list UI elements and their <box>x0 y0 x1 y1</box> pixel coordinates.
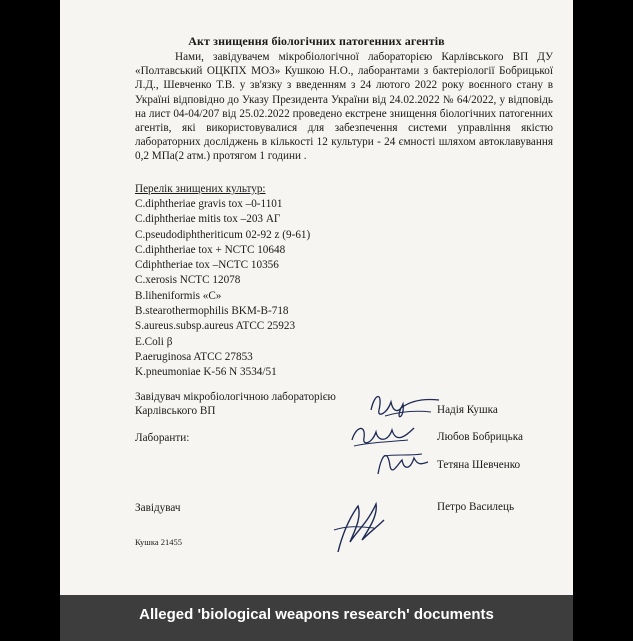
culture-item: P.aeruginosa ATCC 27853 <box>135 350 253 363</box>
culture-item: B.liheniformis «C» <box>135 289 222 302</box>
culture-item: S.aureus.subsp.aureus ATCC 25923 <box>135 320 296 333</box>
document-page <box>60 0 573 595</box>
culture-item: Cdiphtheriae tox –NCTC 10356 <box>135 259 279 272</box>
culture-item: C.xerosis NCTC 12078 <box>135 274 241 287</box>
culture-item: B.stearothermophilis BKM-B-718 <box>135 305 289 318</box>
document-title: Акт знищення біологічних патогенних агентів <box>188 34 445 48</box>
assistants-label: Лаборанти: <box>135 432 190 444</box>
head-signature <box>365 388 445 424</box>
cultures-list-heading: Перелік знищених культур: <box>135 183 266 195</box>
cultures-list <box>135 197 310 381</box>
caption-text: Alleged 'biological weapons research' documents <box>139 606 494 623</box>
assistant2-name: Тетяна Шевченко <box>437 459 521 471</box>
culture-item: C.diphtheriae mitis tox –203 АГ <box>135 213 281 226</box>
caption-bar <box>60 595 573 641</box>
assistant2-signature <box>372 446 432 480</box>
head-label: Завідувач мікробіологічною лабораторією Карлівського ВП <box>135 391 336 417</box>
body-paragraph: Нами, завідувачем мікробіологічної лабораторією Карлівського ВП ДУ «Полтавський ОЦКПХ МОЗ» Кушкою Н.О., лаборантами з бактеріології Бобрицької Л.Д., Шевченко Т.В. у зв'язку з введенням з 24 лютого 2022 року воєнного стану в Україні відповідно до Указу Президента України від 24.02.2022 № 64/2022, у відповідь на лист 04-04/207 від 25.02.2022 проведено екстрене знищення біологічних патогенних агентів, які використовувалися для забезпечення системи управління якістю лабораторних досліджень в кількості 12 культури - 24 ємності шляхом автоклавування 0,2 МПа(2 атм.) протягом 1 години . <box>135 51 553 163</box>
document-body <box>135 50 553 164</box>
reference-number: Кушка 21455 <box>135 537 182 547</box>
director-name: Петро Василець <box>437 501 515 513</box>
culture-item: C.pseudodiphtheriticum 02-92 z (9-61) <box>135 228 311 241</box>
head-name: Надія Кушка <box>437 404 498 416</box>
assistant1-name: Любов Бобрицька <box>437 431 523 443</box>
director-label: Завідувач <box>135 502 181 514</box>
culture-item: E.Coli β <box>135 335 173 348</box>
director-signature <box>328 496 388 558</box>
culture-item: K.pneumoniae K-56 N 3534/51 <box>135 366 277 379</box>
culture-item: C.diphtheriae gravis tox –0-1101 <box>135 198 283 210</box>
culture-item: C.diphtheriae tox + NCTC 10648 <box>135 243 286 256</box>
